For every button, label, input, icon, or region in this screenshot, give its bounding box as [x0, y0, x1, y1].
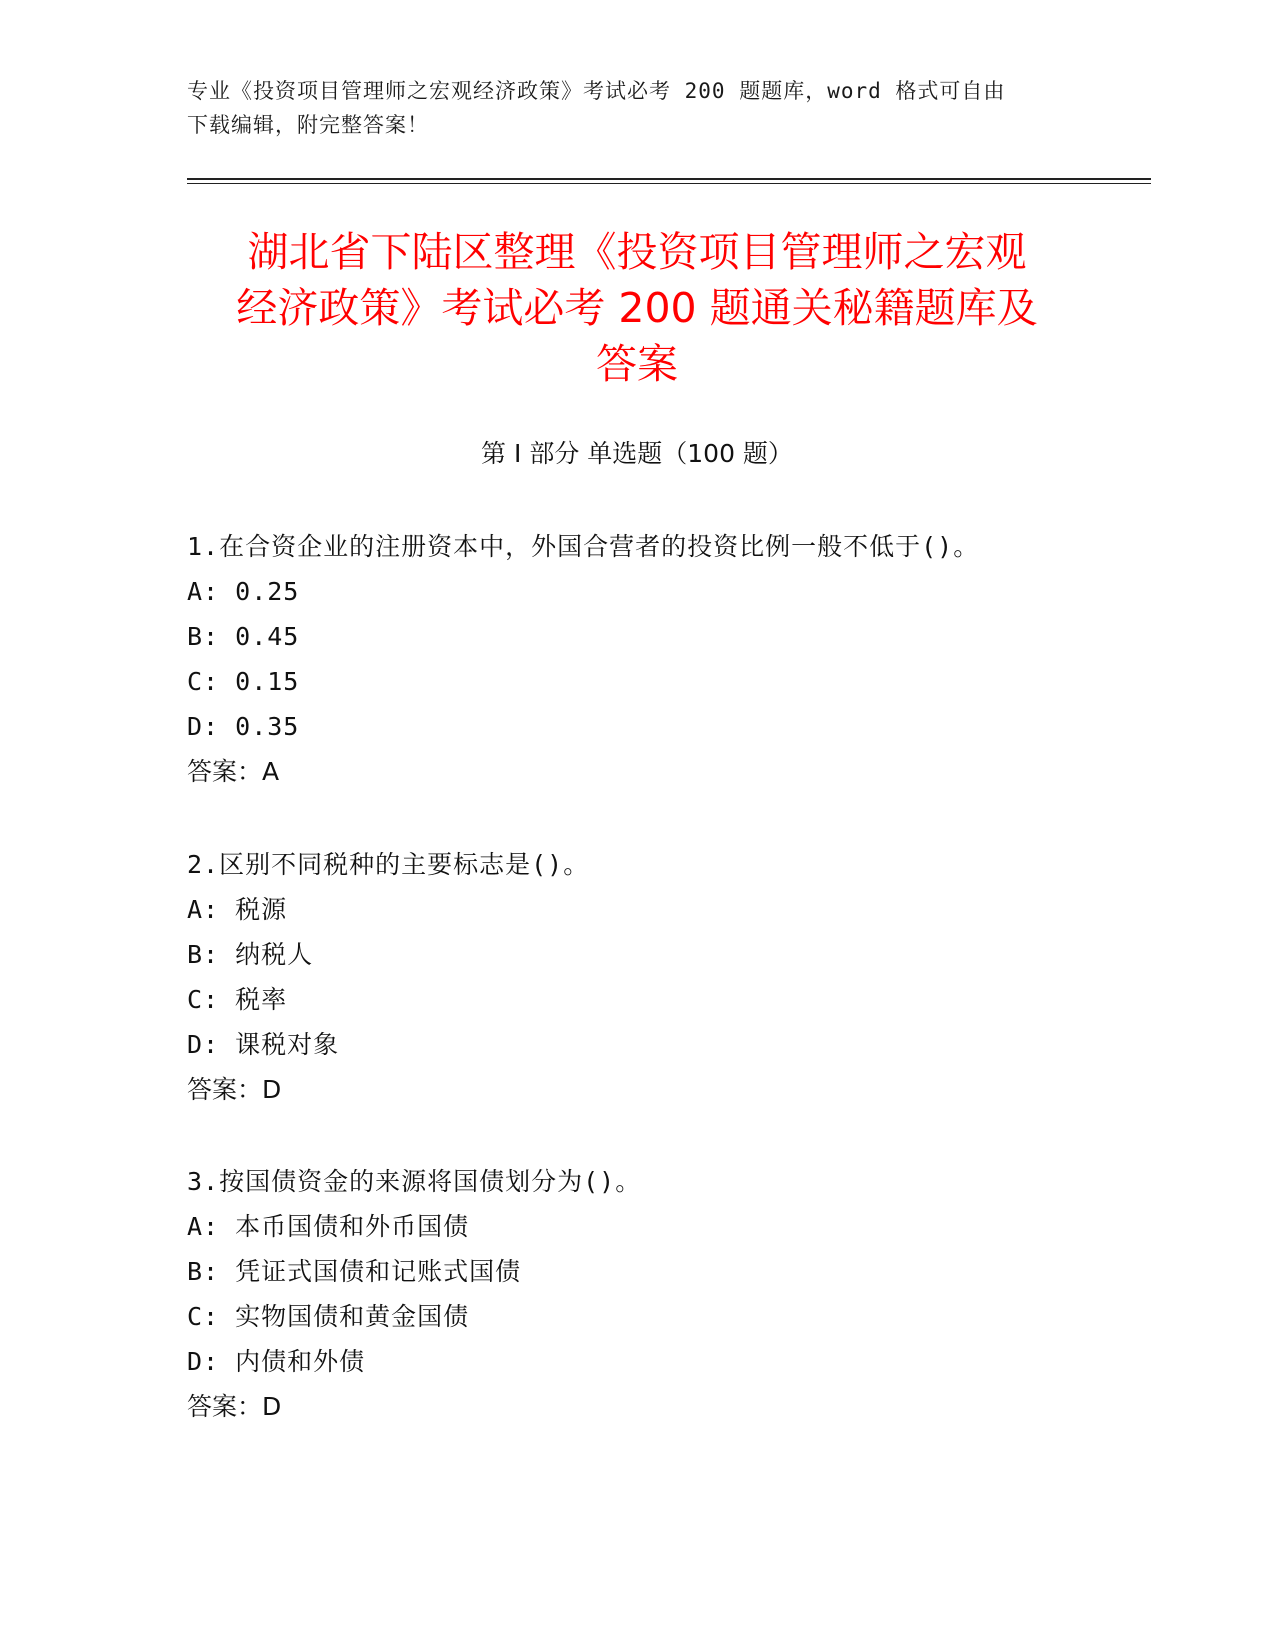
answer: 答案：D	[187, 1075, 282, 1104]
question-3	[187, 1159, 1147, 1429]
option-b: B: 纳税人	[187, 940, 314, 969]
option-a: A: 税源	[187, 895, 288, 924]
title-line-2: 经济政策》考试必考 200 题通关秘籍题库及	[236, 284, 1038, 332]
header-rule-thin	[187, 183, 1151, 184]
option-d: D: 内债和外债	[187, 1347, 366, 1376]
option-c: C: 0.15	[187, 667, 300, 696]
question-stem: 3.按国债资金的来源将国债划分为()。	[187, 1167, 642, 1196]
answer: 答案：A	[187, 757, 280, 786]
question-1	[187, 524, 1147, 794]
option-a: A: 本币国债和外币国债	[187, 1212, 470, 1241]
question-2	[187, 842, 1147, 1112]
section-title: 第 I 部分 单选题（100 题）	[481, 439, 793, 468]
header-note	[187, 74, 1087, 142]
option-b: B: 0.45	[187, 622, 300, 651]
option-d: D: 0.35	[187, 712, 300, 741]
option-c: C: 税率	[187, 985, 288, 1014]
option-d: D: 课税对象	[187, 1030, 340, 1059]
question-stem: 2.区别不同税种的主要标志是()。	[187, 850, 590, 879]
header-note-line-1: 专业《投资项目管理师之宏观经济政策》考试必考 200 题题库，word 格式可自由	[187, 79, 1006, 103]
option-b: B: 凭证式国债和记账式国债	[187, 1257, 522, 1286]
header-rule-thick	[187, 178, 1151, 180]
document-title	[187, 224, 1087, 392]
question-stem: 1.在合资企业的注册资本中，外国合营者的投资比例一般不低于()。	[187, 532, 980, 561]
title-line-1: 湖北省下陆区整理《投资项目管理师之宏观	[247, 228, 1027, 276]
option-a: A: 0.25	[187, 577, 300, 606]
answer: 答案：D	[187, 1392, 282, 1421]
option-c: C: 实物国债和黄金国债	[187, 1302, 470, 1331]
header-note-line-2: 下载编辑，附完整答案！	[187, 113, 429, 137]
title-line-3: 答案	[596, 340, 678, 388]
